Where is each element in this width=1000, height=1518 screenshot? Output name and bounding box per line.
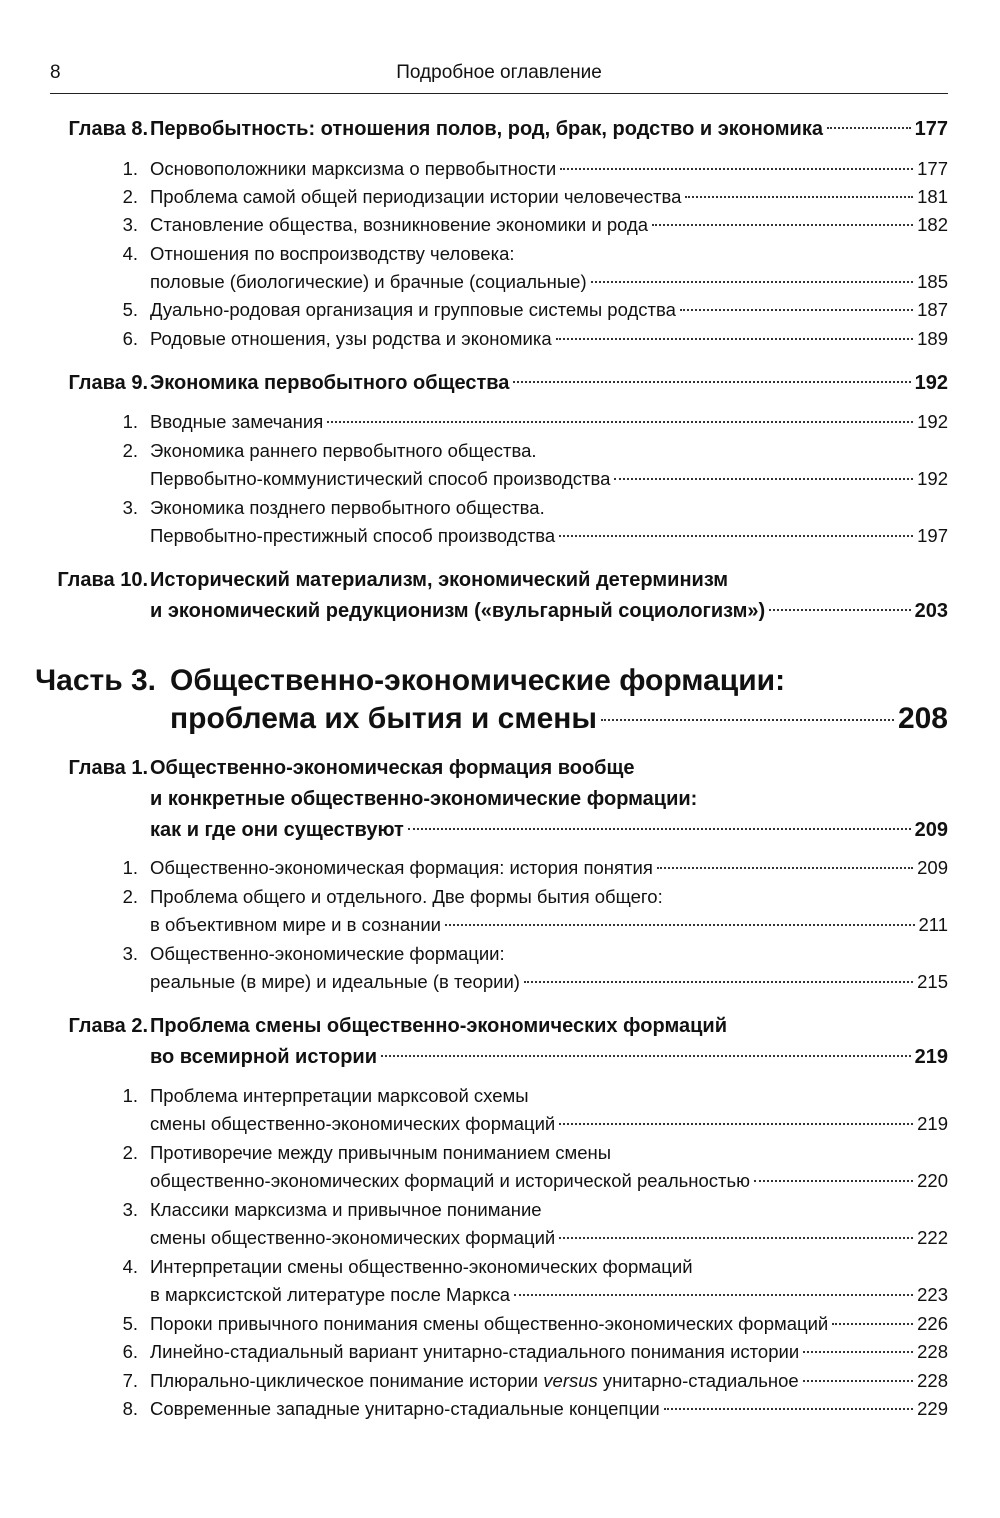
dot-leader [381, 1055, 911, 1057]
dot-leader [559, 1237, 913, 1239]
toc-entry-section-line2[interactable]: в марксистской литературе после Маркса 223 [150, 1284, 948, 1305]
page-header [50, 62, 948, 90]
toc-entry-section-line1[interactable]: Экономика позднего первобытного общества. [150, 497, 545, 518]
section-number: 2. [122, 886, 138, 907]
dot-leader [769, 609, 910, 611]
section-number: 1. [122, 1085, 138, 1106]
dot-leader [327, 421, 913, 423]
page-ref: 219 [914, 1046, 948, 1068]
dot-leader [591, 281, 913, 283]
toc-entry-chapter-8[interactable]: Первобытность: отношения полов, род, брак, родство и экономика 177 [150, 118, 948, 140]
dot-leader [652, 224, 913, 226]
section-number: 4. [122, 243, 138, 264]
toc-entry-section-line2[interactable]: смены общественно-экономических формаций 219 [150, 1113, 948, 1134]
section-number: 3. [122, 497, 138, 518]
page-ref: 209 [914, 819, 948, 841]
dot-leader [556, 338, 913, 340]
dot-leader [445, 924, 914, 926]
dot-leader [408, 828, 911, 830]
section-number: 5. [122, 299, 138, 320]
section-number: 3. [122, 214, 138, 235]
chapter-label: Глава 9. [68, 372, 148, 394]
dot-leader [559, 535, 913, 537]
header-rule [50, 93, 948, 94]
page-ref: 208 [897, 702, 948, 735]
toc-entry-chapter-2-line1[interactable]: Проблема смены общественно-экономических формаций [150, 1015, 728, 1037]
section-number: 1. [122, 857, 138, 878]
section-number: 7. [122, 1370, 138, 1391]
dot-leader [664, 1408, 913, 1410]
toc-entry-section-line1[interactable]: Общественно-экономические формации: [150, 943, 505, 964]
toc-entry-section[interactable]: Современные западные унитарно-стадиальные концепции 229 [150, 1398, 948, 1419]
page-ref: 203 [914, 600, 948, 622]
chapter-label: Глава 1. [68, 757, 148, 779]
toc-entry-chapter-2-line2[interactable]: во всемирной истории 219 [150, 1046, 948, 1068]
section-number: 3. [122, 943, 138, 964]
toc-entry-section-line1[interactable]: Экономика раннего первобытного общества. [150, 440, 537, 461]
section-number: 4. [122, 1256, 138, 1277]
toc-entry-section[interactable]: Плюрально-циклическое понимание истории versus унитарно-стадиальное 228 [150, 1370, 948, 1391]
toc-entry-section-line2[interactable]: в объективном мире и в сознании 211 [150, 914, 948, 935]
dot-leader [514, 1294, 913, 1296]
dot-leader [513, 381, 910, 383]
toc-entry-chapter-1-line2[interactable]: и конкретные общественно-экономические формации: [150, 788, 698, 810]
toc-entry-section-line1[interactable]: Проблема общего и отдельного. Две формы бытия общего: [150, 886, 663, 907]
toc-entry-section[interactable]: Пороки привычного понимания смены общественно-экономических формаций 226 [150, 1313, 948, 1334]
section-number: 6. [122, 1341, 138, 1362]
section-number: 5. [122, 1313, 138, 1334]
toc-entry-section-line1[interactable]: Классики марксизма и привычное понимание [150, 1199, 542, 1220]
page-number: 8 [50, 62, 61, 83]
toc-entry-section-line2[interactable]: Первобытно-престижный способ производства 197 [150, 525, 948, 546]
part-label: Часть 3. [35, 664, 156, 697]
toc-entry-chapter-1-line1[interactable]: Общественно-экономическая формация вообще [150, 757, 635, 779]
dot-leader [832, 1323, 913, 1325]
toc-entry-chapter-9[interactable]: Экономика первобытного общества 192 [150, 372, 948, 394]
chapter-label: Глава 2. [68, 1015, 148, 1037]
dot-leader [560, 168, 913, 170]
page-ref: 192 [914, 372, 948, 394]
section-number: 2. [122, 186, 138, 207]
dot-leader [559, 1123, 913, 1125]
dot-leader [614, 478, 913, 480]
chapter-label: Глава 10. [57, 569, 148, 591]
chapter-label: Глава 8. [68, 118, 148, 140]
dot-leader [685, 196, 913, 198]
toc-entry-chapter-10-line2[interactable]: и экономический редукционизм («вульгарный социологизм») 203 [150, 600, 948, 622]
toc-entry-section-line1[interactable]: Отношения по воспроизводству человека: [150, 243, 515, 264]
toc-entry-section-line1[interactable]: Интерпретации смены общественно-экономических формаций [150, 1256, 693, 1277]
toc-entry-section-line2[interactable]: смены общественно-экономических формаций 222 [150, 1227, 948, 1248]
section-number: 8. [122, 1398, 138, 1419]
dot-leader [601, 719, 894, 721]
section-number: 1. [122, 411, 138, 432]
dot-leader [657, 867, 913, 869]
toc-entry-part-3-line2[interactable]: проблема их бытия и смены 208 [170, 702, 948, 735]
toc-entry-part-3-line1[interactable]: Общественно-экономические формации: [170, 664, 786, 697]
toc-entry-section[interactable]: Проблема самой общей периодизации истории человечества 181 [150, 186, 948, 207]
dot-leader [524, 981, 913, 983]
emphasis-versus: versus [543, 1370, 598, 1391]
section-number: 3. [122, 1199, 138, 1220]
toc-entry-section[interactable]: Линейно-стадиальный вариант унитарно-стадиального понимания истории 228 [150, 1341, 948, 1362]
toc-entry-section[interactable]: Вводные замечания 192 [150, 411, 948, 432]
dot-leader [803, 1351, 913, 1353]
toc-entry-section-line2[interactable]: реальные (в мире) и идеальные (в теории) 215 [150, 971, 948, 992]
section-number: 2. [122, 440, 138, 461]
toc-entry-section-line2[interactable]: Первобытно-коммунистический способ производства 192 [150, 468, 948, 489]
toc-entry-section-line1[interactable]: Противоречие между привычным пониманием смены [150, 1142, 612, 1163]
toc-entry-chapter-10-line1[interactable]: Исторический материализм, экономический детерминизм [150, 569, 729, 591]
section-number: 6. [122, 328, 138, 349]
toc-entry-section[interactable]: Родовые отношения, узы родства и экономика 189 [150, 328, 948, 349]
dot-leader [754, 1180, 913, 1182]
toc-entry-section[interactable]: Становление общества, возникновение экономики и рода 182 [150, 214, 948, 235]
section-number: 2. [122, 1142, 138, 1163]
toc-entry-section[interactable]: Основоположники марксизма о первобытности 177 [150, 158, 948, 179]
toc-entry-section[interactable]: Дуально-родовая организация и групповые системы родства 187 [150, 299, 948, 320]
page-ref: 177 [914, 118, 948, 140]
section-number: 1. [122, 158, 138, 179]
toc-entry-chapter-1-line3[interactable]: как и где они существуют 209 [150, 819, 948, 841]
dot-leader [680, 309, 913, 311]
running-title: Подробное оглавление [396, 62, 602, 83]
toc-entry-section-line2[interactable]: общественно-экономических формаций и исторической реальностью 220 [150, 1170, 948, 1191]
dot-leader [827, 127, 911, 129]
toc-entry-section[interactable]: Общественно-экономическая формация: история понятия 209 [150, 857, 948, 878]
dot-leader [803, 1380, 913, 1382]
toc-entry-section-line2[interactable]: половые (биологические) и брачные (социальные) 185 [150, 271, 948, 292]
toc-entry-section-line1[interactable]: Проблема интерпретации марксовой схемы [150, 1085, 529, 1106]
